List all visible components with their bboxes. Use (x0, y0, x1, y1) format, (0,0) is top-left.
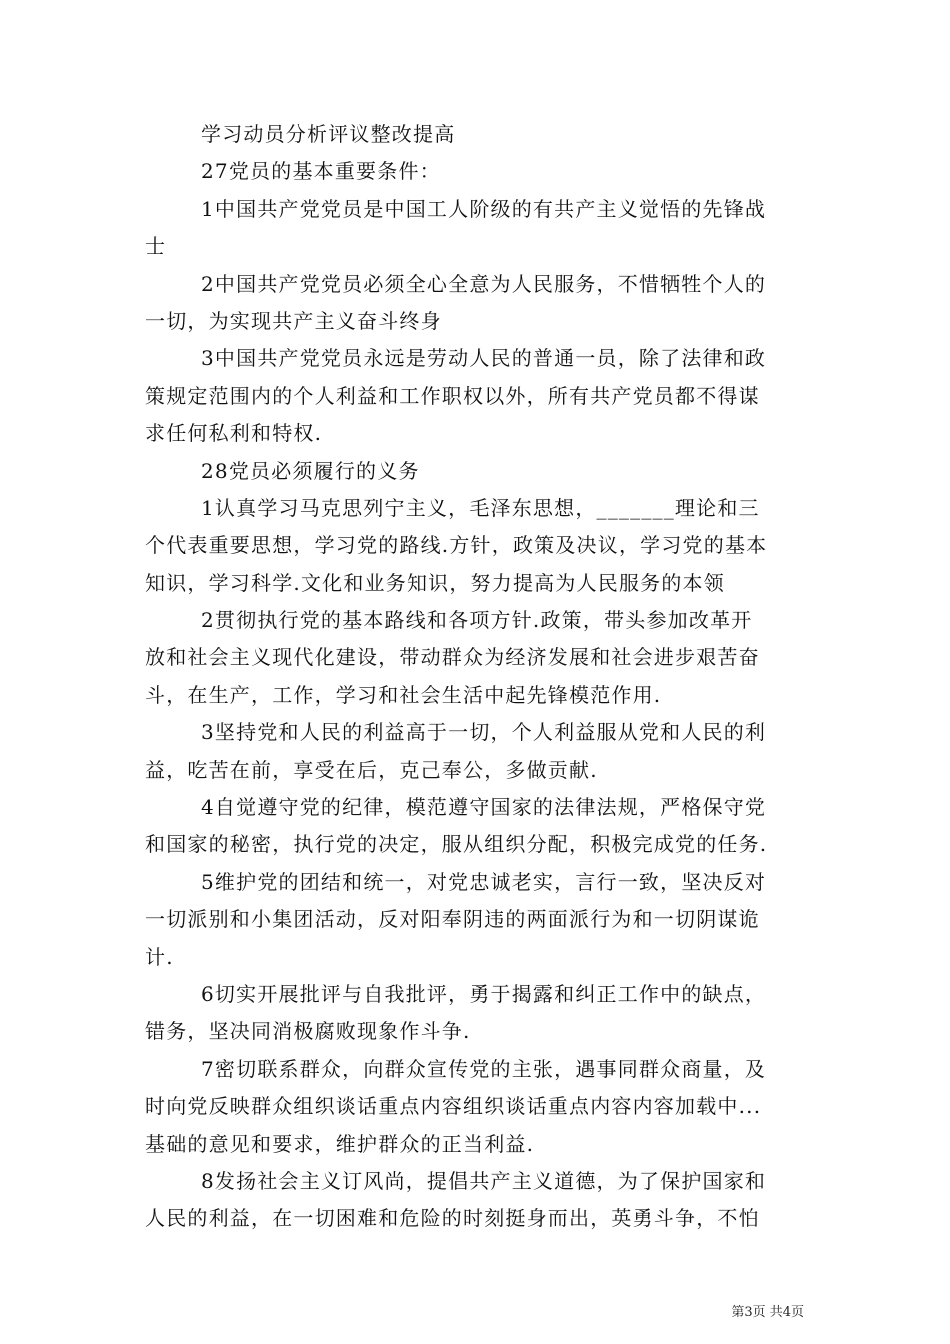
section-heading-28: 28党员必须履行的义务 (201, 458, 420, 483)
paragraph-line: 一切派别和小集团活动，反对阳奉阴违的两面派行为和一切阴谋诡 (145, 907, 760, 932)
paragraph-line: 斗，在生产，工作，学习和社会生活中起先锋模范作用. (145, 682, 662, 707)
paragraph-line: 1中国共产党党员是中国工人阶级的有共产主义觉悟的先锋战 (201, 196, 767, 221)
paragraph-line: 基础的意见和要求，维护群众的正当利益. (145, 1131, 535, 1156)
paragraph-line: 士 (145, 234, 167, 259)
paragraph-line: 错务，坚决同消极腐败现象作斗争. (145, 1019, 471, 1044)
paragraph-line: 人民的利益，在一切困难和危险的时刻挺身而出，英勇斗争，不怕 (145, 1206, 760, 1231)
paragraph-line: 3中国共产党党员永远是劳动人民的普通一员，除了法律和政 (201, 346, 767, 371)
paragraph-line: 7密切联系群众，向群众宣传党的主张，遇事同群众商量，及 (201, 1056, 767, 1081)
paragraph-line: 知识，学习科学.文化和业务知识，努力提高为人民服务的本领 (145, 570, 725, 595)
document-body (145, 116, 807, 1238)
paragraph-line: 一切，为实现共产主义奋斗终身 (145, 308, 442, 333)
paragraph-line: 个代表重要思想，学习党的路线.方针，政策及决议，学习党的基本 (145, 533, 768, 558)
paragraph-line: 放和社会主义现代化建设，带动群众为经济发展和社会进步艰苦奋 (145, 645, 760, 670)
section-heading: 学习动员分析评议整改提高 (201, 122, 456, 146)
paragraph-line: 2贯彻执行党的基本路线和各项方针.政策，带头参加改革开 (201, 608, 753, 633)
paragraph-line: 和国家的秘密，执行党的决定，服从组织分配，积极完成党的任务. (145, 832, 768, 857)
paragraph-line: 时向党反映群众组织谈话重点内容组织谈话重点内容内容加载中... (145, 1094, 762, 1119)
paragraph-line: 6切实开展批评与自我批评，勇于揭露和纠正工作中的缺点， (201, 981, 767, 1006)
paragraph-line: 1认真学习马克思列宁主义，毛泽东思想，_______理论和三 (201, 495, 760, 520)
page-number: 第3页 共4页 (731, 1305, 804, 1320)
paragraph-line: 2中国共产党党员必须全心全意为人民服务，不惜牺牲个人的 (201, 271, 767, 296)
paragraph-line: 8发扬社会主义订风尚，提倡共产主义道德，为了保护国家和 (201, 1168, 767, 1193)
paragraph-line: 策规定范围内的个人利益和工作职权以外，所有共产党员都不得谋 (145, 383, 760, 408)
paragraph-line: 5维护党的团结和统一，对党忠诚老实，言行一致，坚决反对 (201, 869, 767, 894)
paragraph-line: 计. (145, 944, 174, 969)
paragraph-line: 求任何私利和特权. (145, 421, 323, 446)
paragraph-line: 3坚持党和人民的利益高于一切，个人利益服从党和人民的利 (201, 720, 767, 745)
section-heading-27: 27党员的基本重要条件： (201, 159, 441, 184)
paragraph-line: 益，吃苦在前，享受在后，克己奉公，多做贡献. (145, 757, 598, 782)
paragraph-line: 4自觉遵守党的纪律，模范遵守国家的法律法规，严格保守党 (201, 795, 767, 820)
